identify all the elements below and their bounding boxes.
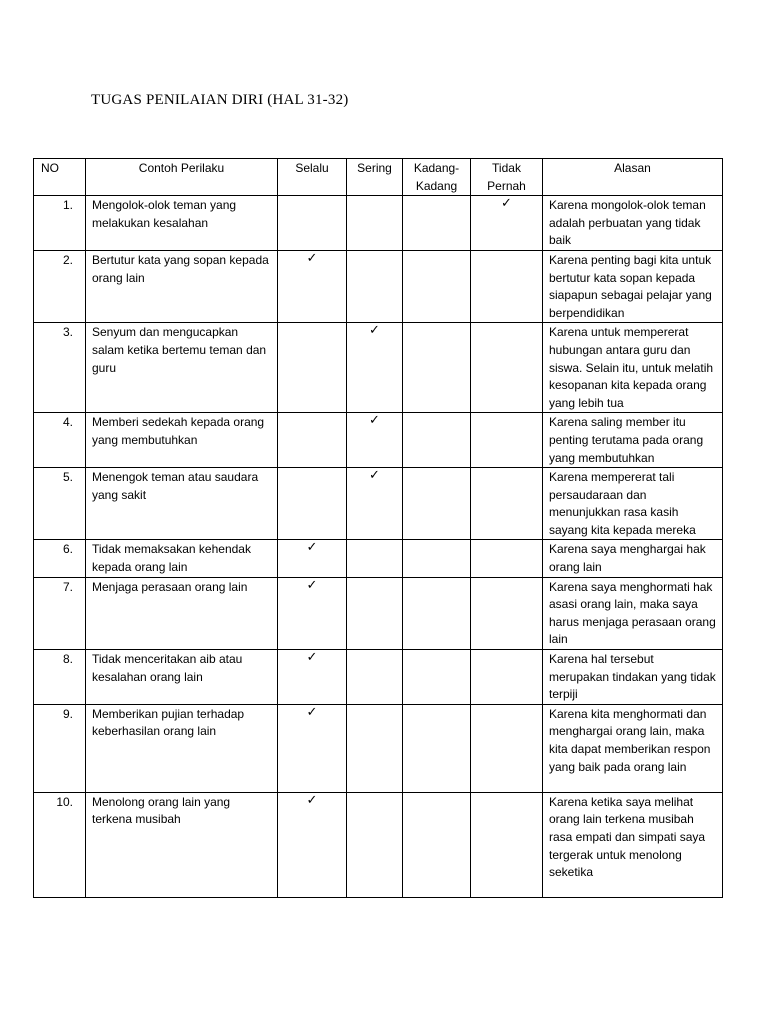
reason-cell: Karena mongolok-olok teman adalah perbuatan yang tidak baik (543, 196, 723, 251)
frequency-cell-always (278, 650, 347, 705)
table-row (34, 468, 723, 540)
frequency-cell-often (347, 540, 403, 577)
reason-cell: Karena penting bagi kita untuk bertutur kata sopan kepada siapapun sebagai pelajar yang berpendidikan (543, 250, 723, 322)
frequency-cell-sometimes (403, 704, 471, 792)
reason-cell: Karena ketika saya melihat orang lain terkena musibah rasa empati dan simpati saya tergerak untuk menolong seketika (543, 792, 723, 897)
frequency-cell-always (278, 413, 347, 468)
behavior-cell: Mengolok-olok teman yang melakukan kesalahan (86, 196, 278, 251)
frequency-cell-always (278, 250, 347, 322)
frequency-cell-never (471, 792, 543, 897)
behavior-cell: Memberikan pujian terhadap keberhasilan orang lain (86, 704, 278, 792)
reason-cell: Karena saya menghormati hak asasi orang lain, maka saya harus menjaga perasaan orang lain (543, 577, 723, 649)
header-never: Tidak Pernah (471, 159, 543, 196)
frequency-cell-often (347, 704, 403, 792)
behavior-cell: Menengok teman atau saudara yang sakit (86, 468, 278, 540)
behavior-cell: Menolong orang lain yang terkena musibah (86, 792, 278, 897)
checkmark-icon: ✓ (369, 322, 380, 338)
row-number: 5. (34, 468, 86, 540)
table-row (34, 577, 723, 649)
frequency-cell-sometimes (403, 577, 471, 649)
table-row (34, 792, 723, 897)
frequency-cell-sometimes (403, 413, 471, 468)
behavior-cell: Senyum dan mengucapkan salam ketika bertemu teman dan guru (86, 323, 278, 413)
frequency-cell-sometimes (403, 468, 471, 540)
table-row (34, 323, 723, 413)
frequency-cell-sometimes (403, 650, 471, 705)
frequency-cell-often (347, 196, 403, 251)
table-row (34, 196, 723, 251)
frequency-cell-often (347, 468, 403, 540)
header-sometimes: Kadang- Kadang (403, 159, 471, 196)
reason-cell: Karena mempererat tali persaudaraan dan menunjukkan rasa kasih sayang kita kepada mereka (543, 468, 723, 540)
reason-cell: Karena saling member itu penting terutama pada orang yang membutuhkan (543, 413, 723, 468)
reason-cell: Karena kita menghormati dan menghargai orang lain, maka kita dapat memberikan respon yang baik pada orang lain (543, 704, 723, 792)
row-number: 9. (34, 704, 86, 792)
row-number: 8. (34, 650, 86, 705)
frequency-cell-always (278, 792, 347, 897)
header-behavior: Contoh Perilaku (86, 159, 278, 196)
self-assessment-table (33, 158, 723, 898)
frequency-cell-often (347, 250, 403, 322)
table-header-row (34, 159, 723, 196)
frequency-cell-never (471, 704, 543, 792)
checkmark-icon: ✓ (306, 249, 318, 265)
header-no: NO (34, 159, 86, 196)
checkmark-icon: ✓ (306, 791, 318, 807)
table-row (34, 250, 723, 322)
row-number: 2. (34, 250, 86, 322)
row-number: 4. (34, 413, 86, 468)
frequency-cell-sometimes (403, 792, 471, 897)
row-number: 7. (34, 577, 86, 649)
frequency-cell-never (471, 540, 543, 577)
frequency-cell-always (278, 577, 347, 649)
behavior-cell: Tidak menceritakan aib atau kesalahan orang lain (86, 650, 278, 705)
row-number: 3. (34, 323, 86, 413)
table-row (34, 704, 723, 792)
reason-cell: Karena untuk mempererat hubungan antara guru dan siswa. Selain itu, untuk melatih kesopanan kita kepada orang yang lebih tua (543, 323, 723, 413)
header-always: Selalu (278, 159, 347, 196)
frequency-cell-often (347, 792, 403, 897)
frequency-cell-always (278, 323, 347, 413)
checkmark-icon: ✓ (306, 576, 318, 592)
table-row (34, 540, 723, 577)
behavior-cell: Tidak memaksakan kehendak kepada orang lain (86, 540, 278, 577)
frequency-cell-never (471, 250, 543, 322)
header-often: Sering (347, 159, 403, 196)
frequency-cell-never (471, 196, 543, 251)
table-row (34, 650, 723, 705)
frequency-cell-often (347, 577, 403, 649)
checkmark-icon: ✓ (306, 703, 318, 719)
row-number: 6. (34, 540, 86, 577)
frequency-cell-often (347, 650, 403, 705)
checkmark-icon: ✓ (501, 195, 512, 211)
reason-cell: Karena hal tersebut merupakan tindakan yang tidak terpiji (543, 650, 723, 705)
row-number: 10. (34, 792, 86, 897)
page-title: TUGAS PENILAIAN DIRI (HAL 31-32) (91, 92, 349, 108)
frequency-cell-never (471, 468, 543, 540)
frequency-cell-always (278, 704, 347, 792)
frequency-cell-always (278, 540, 347, 577)
frequency-cell-sometimes (403, 540, 471, 577)
frequency-cell-often (347, 323, 403, 413)
frequency-cell-never (471, 577, 543, 649)
frequency-cell-often (347, 413, 403, 468)
behavior-cell: Bertutur kata yang sopan kepada orang lain (86, 250, 278, 322)
frequency-cell-never (471, 323, 543, 413)
checkmark-icon: ✓ (369, 412, 380, 428)
reason-cell: Karena saya menghargai hak orang lain (543, 540, 723, 577)
frequency-cell-never (471, 413, 543, 468)
header-reason: Alasan (543, 159, 723, 196)
frequency-cell-sometimes (403, 250, 471, 322)
frequency-cell-always (278, 468, 347, 540)
checkmark-icon: ✓ (306, 649, 318, 665)
frequency-cell-sometimes (403, 323, 471, 413)
frequency-cell-always (278, 196, 347, 251)
behavior-cell: Menjaga perasaan orang lain (86, 577, 278, 649)
row-number: 1. (34, 196, 86, 251)
behavior-cell: Memberi sedekah kepada orang yang membutuhkan (86, 413, 278, 468)
frequency-cell-sometimes (403, 196, 471, 251)
frequency-cell-never (471, 650, 543, 705)
table-row (34, 413, 723, 468)
checkmark-icon: ✓ (306, 539, 318, 555)
checkmark-icon: ✓ (369, 467, 380, 483)
